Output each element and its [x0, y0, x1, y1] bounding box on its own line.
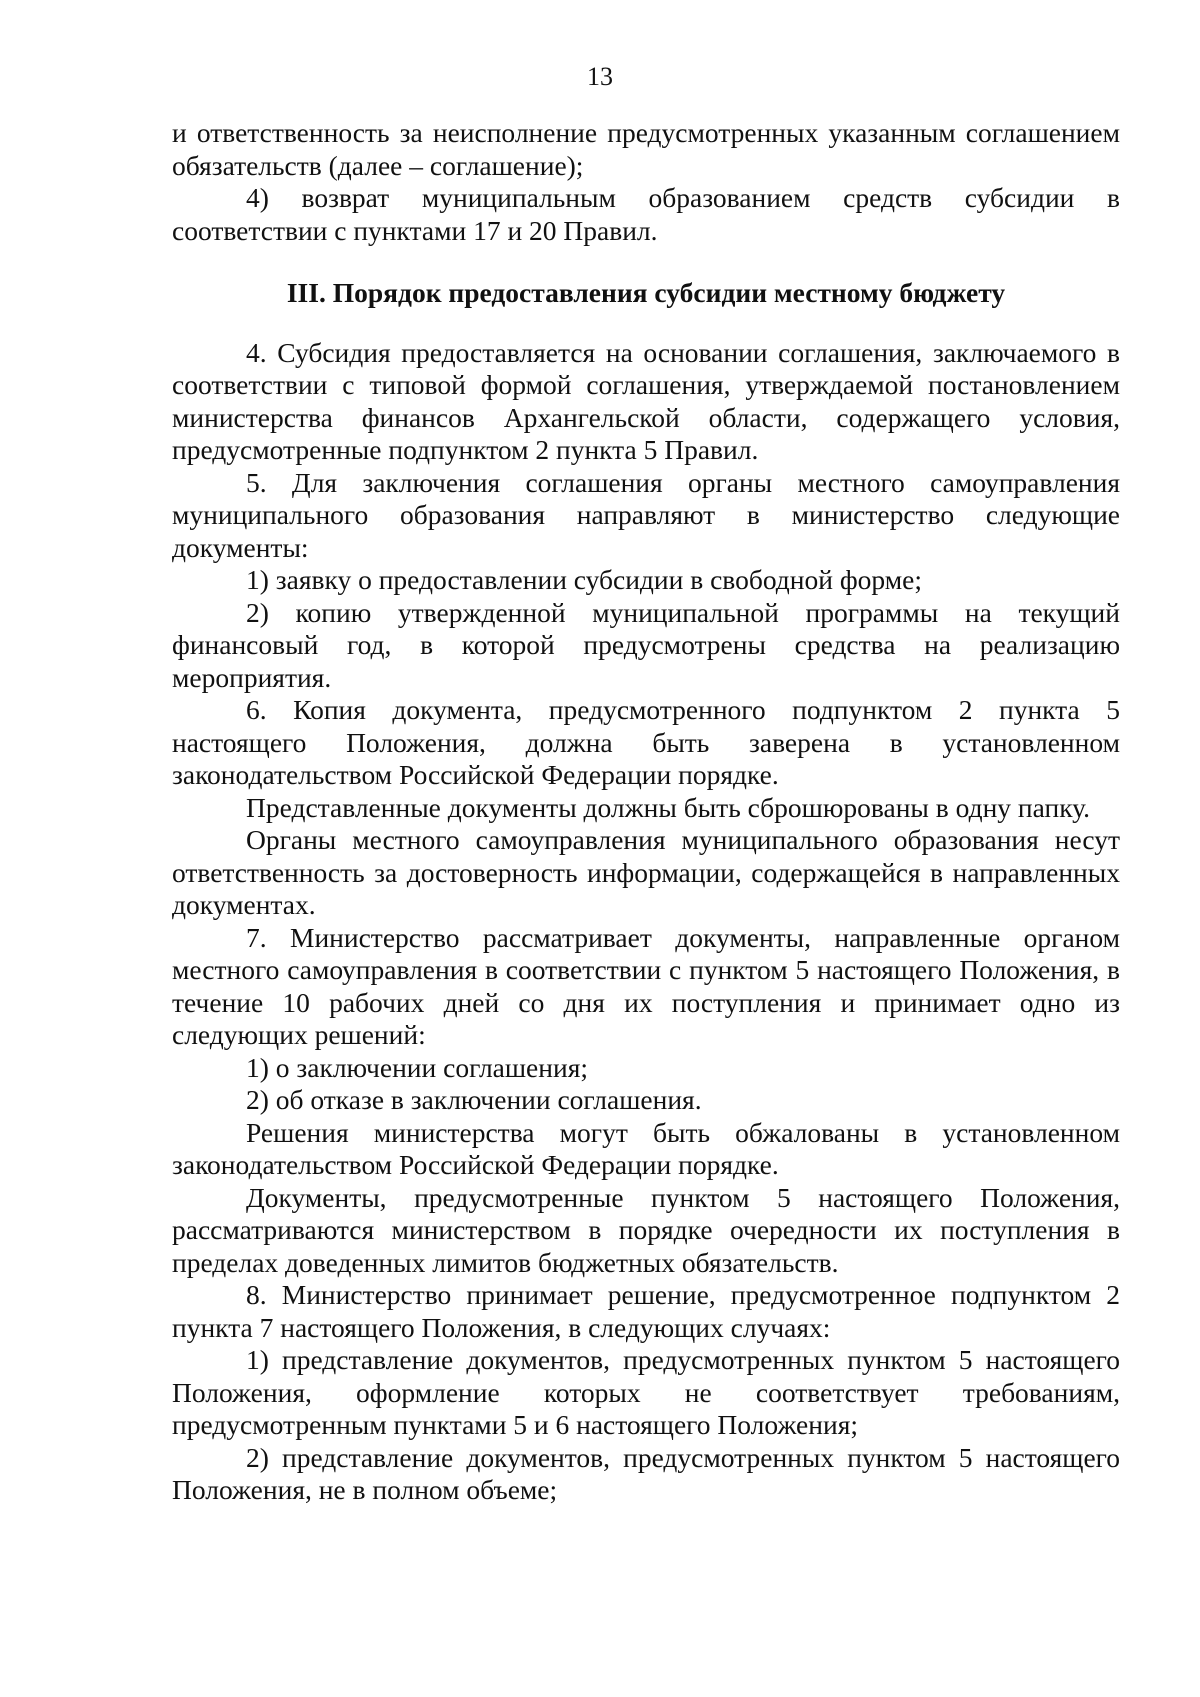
paragraph-clause-8-item-1: 1) представление документов, предусмотренных пунктом 5 настоящего Положения, оформление которых не соответствует требованиям, предусмотренным пунктами 5 и 6 настоящего Положения; — [172, 1344, 1120, 1440]
paragraph-clause-5-item-1: 1) заявку о предоставлении субсидии в свободной форме; — [246, 564, 922, 595]
paragraph-clause-7-item-1: 1) о заключении соглашения; — [246, 1051, 588, 1083]
paragraph-continuation: и ответственность за неисполнение предусмотренных указанным соглашением обязательств (далее – соглашение); — [172, 117, 1120, 181]
paragraph-clause-7-item-2: 2) об отказе в заключении соглашения. — [246, 1084, 702, 1115]
page-number: 13 — [587, 62, 613, 91]
paragraph-clause-7-appeal: Решения министерства могут быть обжалованы в установленном законодательством Российской Федерации порядке. — [172, 1116, 1120, 1180]
paragraph-clause-5-item-2: 2) копию утвержденной муниципальной программы на текущий финансовый год, в которой предусмотрены средства на реализацию мероприятия. — [172, 596, 1120, 693]
paragraph-clause-7-order: Документы, предусмотренные пунктом 5 настоящего Положения, рассматриваются министерством в порядке очередности их поступления в пределах доведенных лимитов бюджетных обязательств. — [172, 1181, 1120, 1278]
paragraph-clause-8: 8. Министерство принимает решение, предусмотренное подпунктом 2 пункта 7 настоящего Положения, в следующих случаях: — [172, 1279, 1120, 1343]
document-body — [172, 117, 1120, 1507]
paragraph-item-4-return: 4) возврат муниципальным образованием средств субсидии в соответствии с пунктами 17 и 20 Правил. — [172, 182, 1120, 246]
section-heading: III. Порядок предоставления субсидии местному бюджету — [286, 277, 1006, 308]
paragraph-clause-6-binding: Представленные документы должны быть сброшюрованы в одну папку. — [246, 791, 1091, 823]
paragraph-clause-5: 5. Для заключения соглашения органы местного самоуправления муниципального образования направляют в министерство следующие документы: — [172, 466, 1120, 563]
paragraph-clause-4: 4. Субсидия предоставляется на основании соглашения, заключаемого в соответствии с типовой формой соглашения, утверждаемой постановлением министерства финансов Архангельской области, содержащего условия, предусмотренные подпунктом 2 пункта 5 Правил. — [172, 336, 1120, 465]
paragraph-clause-7: 7. Министерство рассматривает документы, направленные органом местного самоуправления в соответствии с пунктом 5 настоящего Положения, в течение 10 рабочих дней со дня их поступления и принимает одно из следующих решений: — [172, 921, 1120, 1050]
paragraph-clause-6-responsibility: Органы местного самоуправления муниципального образования несут ответственность за достоверность информации, содержащейся в направленных документах. — [172, 824, 1120, 920]
paragraph-clause-6: 6. Копия документа, предусмотренного подпунктом 2 пункта 5 настоящего Положения, должна быть заверена в установленном законодательством Российской Федерации порядке. — [172, 694, 1120, 790]
paragraph-clause-8-item-2: 2) представление документов, предусмотренных пунктом 5 настоящего Положения, не в полном объеме; — [172, 1441, 1120, 1505]
